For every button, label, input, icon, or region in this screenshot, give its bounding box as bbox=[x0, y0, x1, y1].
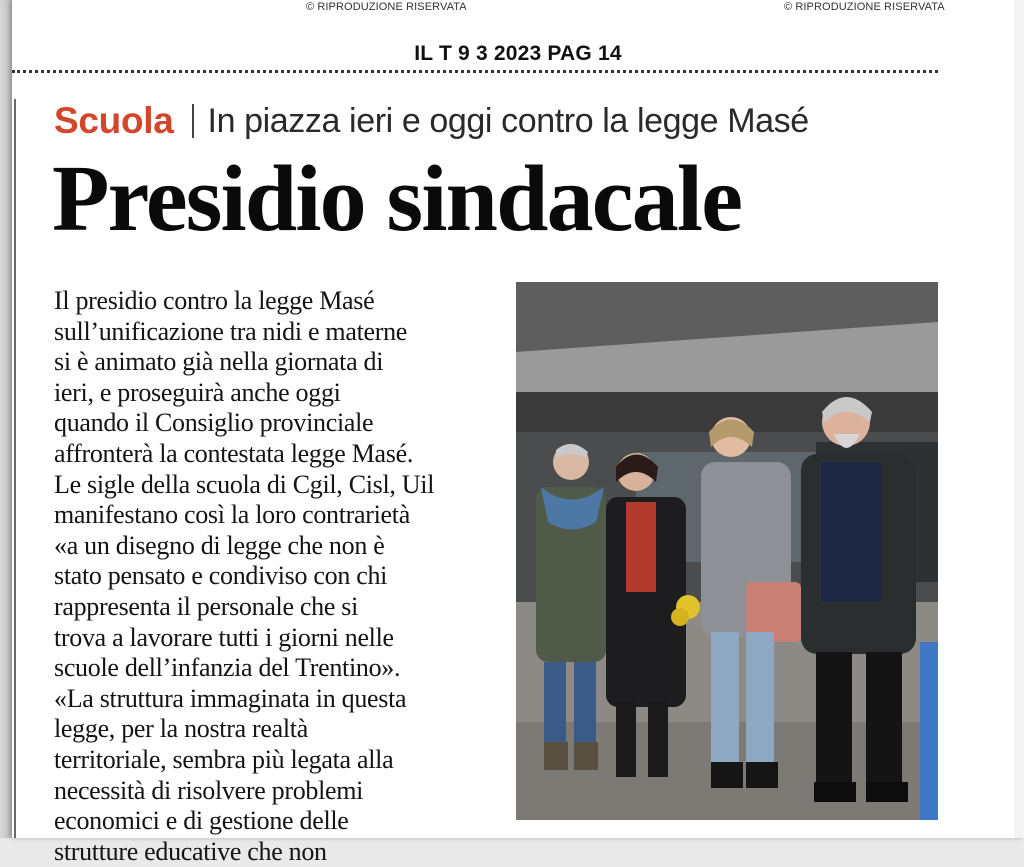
body-line: «La struttura immaginata in questa bbox=[54, 683, 407, 713]
column-rule bbox=[14, 99, 16, 838]
body-line: trova a lavorare tutti i giorni nelle bbox=[54, 622, 394, 652]
body-line: quando il Consiglio provinciale bbox=[54, 408, 374, 438]
kicker-separator bbox=[192, 104, 194, 138]
body-line: sull’unificazione tra nidi e materne bbox=[54, 316, 408, 346]
body-line: territoriale, sembra più legata alla bbox=[54, 744, 394, 774]
body-line: ieri, e proseguirà anche oggi bbox=[54, 377, 341, 407]
copyright-notice-left: © RIPRODUZIONE RISERVATA bbox=[306, 1, 467, 13]
body-line: affronterà la contestata legge Masé. bbox=[54, 438, 414, 468]
body-line: legge, per la nostra realtà bbox=[54, 714, 308, 744]
kicker-subtitle: In piazza ieri e oggi contro la legge Masé bbox=[207, 101, 809, 140]
headline: Presidio sindacale bbox=[52, 147, 742, 251]
kicker bbox=[54, 98, 809, 144]
body-line: manifestano così la loro contrarietà bbox=[54, 500, 410, 530]
photo-illustration bbox=[516, 282, 938, 820]
body-line: «a un disegno di legge che non è bbox=[54, 530, 385, 560]
edition-date-page: IL T 9 3 2023 PAG 14 bbox=[414, 42, 622, 65]
body-line: si è animato già nella giornata di bbox=[54, 347, 384, 377]
viewer-gutter bbox=[0, 0, 12, 838]
viewer-right-edge bbox=[1014, 0, 1024, 838]
body-line: necessità di risolvere problemi bbox=[54, 775, 364, 805]
dotted-divider bbox=[12, 70, 938, 73]
body-line: scuole dell’infanzia del Trentino». bbox=[54, 653, 401, 683]
article-body bbox=[54, 286, 504, 867]
section-label: Scuola bbox=[54, 100, 174, 141]
body-line: Le sigle della scuola di Cgil, Cisl, Uil bbox=[54, 469, 435, 499]
body-line: Il presidio contro la legge Masé bbox=[54, 286, 375, 315]
body-line: strutture educative che non bbox=[54, 836, 327, 866]
body-line: rappresenta il personale che si bbox=[54, 591, 359, 621]
copyright-notice-right: © RIPRODUZIONE RISERVATA bbox=[784, 1, 945, 13]
body-line: stato pensato e condiviso con chi bbox=[54, 561, 388, 591]
article-photo bbox=[516, 282, 938, 820]
body-line: economici e di gestione delle bbox=[54, 806, 349, 836]
